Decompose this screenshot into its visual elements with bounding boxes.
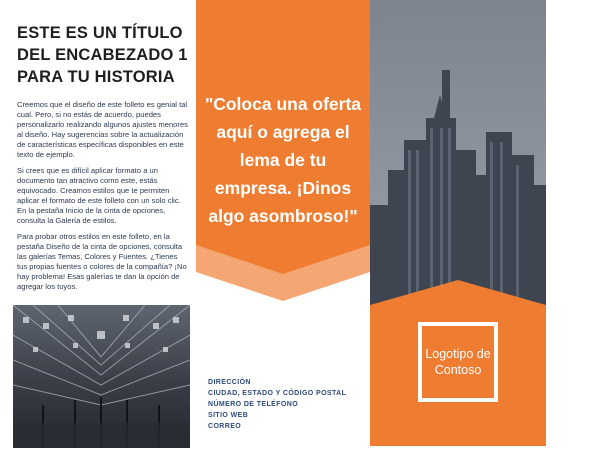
story-body: [17, 100, 189, 298]
middle-panel: [196, 0, 370, 462]
story-paragraph[interactable]: Creemos que el diseño de este folleto es genial tal cual. Pero, si no estás de acuerdo, puedes personalizarlo realizando algunos ajustes menores al diseño. Hay sugerencias sobre la actualización de características específicas disponibles en este texto de ejemplo.: [17, 100, 188, 159]
logo-text: Logotipo de Contoso: [425, 347, 491, 377]
contact-phone[interactable]: NÚMERO DE TELÉFONO: [208, 401, 299, 408]
story-title[interactable]: ESTE ES UN TÍTULO DEL ENCABEZADO 1 PARA TU HISTORIA: [17, 24, 188, 86]
architecture-photo[interactable]: [13, 305, 190, 448]
right-panel: [370, 0, 546, 462]
story-paragraph[interactable]: Para probar otros estilos en este folleto, en la pestaña Diseño de la cinta de opciones, consulta las galerías Temas, Colores y Fuentes. ¿Tienes tus propias fuentes o colores de la compañía? ¡No hay problema! Esas galerías te dan la opción de agregar los tuyos.: [17, 232, 187, 291]
contact-address[interactable]: DIRECCIÓN: [208, 379, 251, 386]
story-paragraph[interactable]: Si crees que es difícil aplicar formato a un documento tan atractivo como este, estás equivocado. Creamos estilos que te permiten aplicar el formato de este folleto con un solo clic. En la pestaña Inicio de la cinta de opciones, consulta la Galería de estilos.: [17, 166, 181, 225]
contact-website[interactable]: SITIO WEB: [208, 412, 249, 419]
offer-tagline[interactable]: "Coloca una oferta aquí o agrega el lema de tu empresa. ¡Dinos algo asombroso!": [204, 94, 362, 226]
contact-city-state-zip[interactable]: CIUDAD, ESTADO Y CÓDIGO POSTAL: [208, 390, 347, 397]
city-skyline-photo[interactable]: [370, 0, 546, 310]
contact-info: [208, 377, 368, 432]
left-panel: [0, 0, 196, 462]
company-logo-placeholder[interactable]: [418, 322, 498, 402]
contact-email[interactable]: CORREO: [208, 423, 242, 430]
